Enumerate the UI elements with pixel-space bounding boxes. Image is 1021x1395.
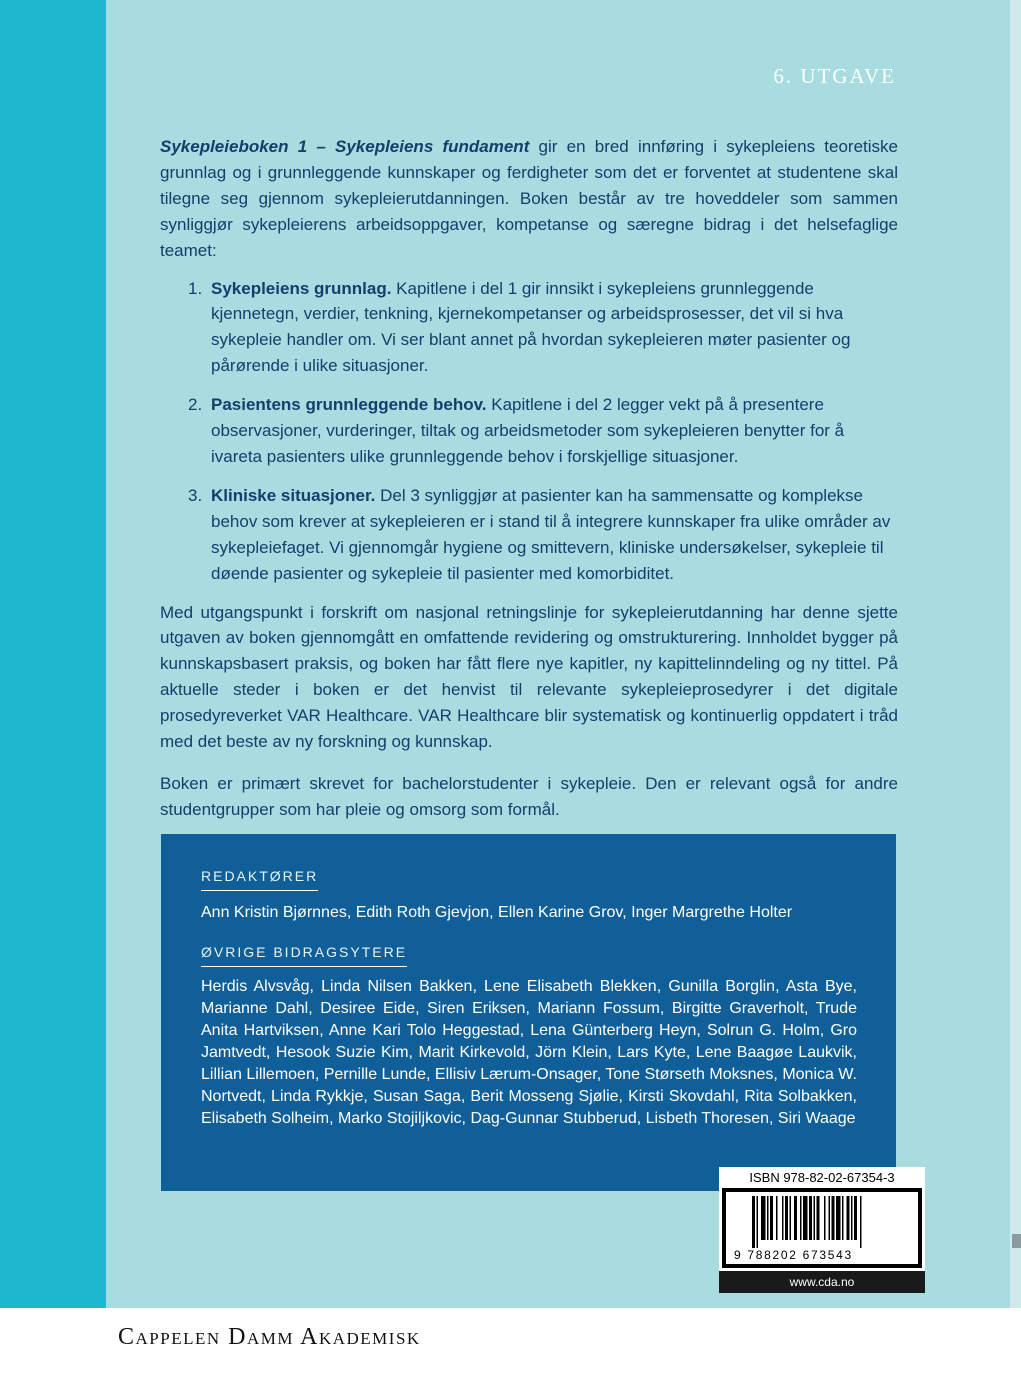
part-text: Kapitlene i del 2 legger vekt på å presentere observasjoner, vurderinger, tiltak og arbeidsmetoder som sykepleieren benytter for å ivareta pasienters ulike grunnleggende behov i forskjellige situasjoner. [211, 395, 845, 466]
barcode-bars [752, 1196, 900, 1248]
part-text: Kapitlene i del 1 gir innsikt i sykepleiens grunnleggende kjennetegn, verdier, tenkning, kjernekompetanser og arbeidsprosesser, det vil si hva sykepleie handler om. Vi ser blant annet på hvordan sykepleieren møter pasienter og pårørende i ulike situasjoner. [211, 278, 851, 376]
barcode-background [726, 1192, 918, 1264]
part-number: 2. [188, 395, 203, 415]
barcode-bar [854, 1196, 857, 1240]
publisher-url: www.cda.no [719, 1271, 925, 1293]
parts-list [160, 276, 898, 587]
part-title: Pasientens grunnleggende behov. [211, 395, 487, 415]
barcode-bar [790, 1196, 792, 1240]
barcode [722, 1188, 922, 1268]
barcode-bar [785, 1196, 788, 1240]
barcode-bar [800, 1196, 802, 1240]
list-item [160, 392, 898, 470]
part-number: 3. [188, 485, 203, 505]
barcode-bar [836, 1196, 841, 1240]
barcode-bar [847, 1196, 850, 1240]
list-item [160, 276, 898, 380]
barcode-bar [782, 1196, 784, 1240]
editors-heading: REDAKTØRER [201, 868, 318, 891]
edge-mark [1012, 1234, 1021, 1248]
part-number: 1. [188, 278, 203, 298]
audience-paragraph: Boken er primært skrevet for bachelorstudenter i sykepleie. Den er relevant også for andre studentgrupper som har pleie og omsorg som formål. [160, 773, 898, 819]
barcode-digits: 9 788202 673543 [734, 1248, 853, 1262]
barcode-bar [860, 1196, 862, 1248]
part-text: Del 3 synliggjør at pasienter kan ha sammensatte og komplekse behov som krever at sykepleieren er i stand til å integrere kunnskaper fra ulike områder av sykepleiefaget. Vi gjennomgår hygiene og smittevern, kliniske undersøkelser, sykepleie til døende pasienter og sykepleie til pasienter med komorbiditet. [211, 485, 891, 583]
edition-label: 6. UTGAVE [773, 64, 896, 88]
barcode-bar [752, 1196, 755, 1248]
barcode-bar [814, 1196, 816, 1240]
isbn-label: ISBN 978-82-02-67354-3 [749, 1170, 895, 1185]
barcode-bar [824, 1196, 826, 1240]
list-item [160, 483, 898, 587]
barcode-bar [757, 1196, 759, 1248]
book-title: Sykepleieboken 1 – Sykepleiens fundament [160, 137, 530, 156]
barcode-bar [761, 1196, 766, 1240]
barcode-bar [829, 1196, 831, 1240]
barcode-bar [776, 1196, 778, 1240]
part-title: Kliniske situasjoner. [211, 485, 376, 505]
editors-names: Ann Kristin Bjørnnes, Edith Roth Gjevjon, Ellen Karine Grov, Inger Margrethe Holter [201, 904, 793, 921]
barcode-bar [794, 1196, 797, 1240]
barcode-bar [767, 1196, 769, 1240]
contributors-names: Herdis Alvsvåg, Linda Nilsen Bakken, Lene Elisabeth Blekken, Gunilla Borglin, Asta Bye, Marianne Dahl, Desiree Eide, Siren Eriksen, Mariann Fossum, Birgitte Graverholt, Trude Anita Hartviksen, Anne Kari Tolo Heggestad, Lena Günterberg Heyn, Solrun G. Holm, Gro Jamtvedt, Hesook Suzie Kim, Marit Kirkevold, Jörn Klein, Lars Kyte, Lene Baagøe Laukvik, Lillian Lillemoen, Pernille Lunde, Ellisiv Lærum-Onsager, Tone Størseth Moksnes, Monica W. Nortvedt, Linda Rykkje, Susan Saga, Berit Mosseng Sjølie, Kirsti Skovdahl, Rita Solbakken, Elisabeth Solheim, Marko Stojiljkovic, Dag-Gunnar Stubberud, Lisbeth Thoresen, Siri Waage [201, 978, 857, 1127]
barcode-bar [817, 1196, 820, 1240]
barcode-bar [770, 1196, 773, 1240]
contributors-heading: ØVRIGE BIDRAGSYTERE [201, 944, 407, 967]
barcode-bar [809, 1196, 812, 1240]
isbn-block [719, 1167, 925, 1293]
barcode-bar [832, 1196, 835, 1240]
intro-paragraph [160, 134, 898, 264]
intro-text: gir en bred innføring i sykepleiens teoretiske grunnlag og i grunnleggende kunnskaper og ferdigheter som det er forventet at studentene skal tilegne seg gjennom sykepleierutdanningen. Boken består av tre hoveddeler som sammen synliggjør sykepleierens arbeidsoppgaver, kompetanse og særegne bidrag i det helsefaglige teamet: [160, 137, 898, 260]
cover-right-edge [1010, 0, 1021, 1308]
description-text [160, 134, 898, 823]
barcode-bar [803, 1196, 808, 1240]
cover-spine-strip [0, 0, 106, 1308]
publisher-logo-text: Cappelen Damm Akademisk [118, 1324, 421, 1350]
part-title: Sykepleiens grunnlag. [211, 278, 392, 298]
contributors-box [161, 834, 896, 1191]
barcode-bar [851, 1196, 853, 1240]
revision-paragraph: Med utgangspunkt i forskrift om nasjonal retningslinje for sykepleierutdanning har denne sjette utgaven av boken gjennomgått en omfattende revidering og omstrukturering. Innholdet bygger på kunnskapsbasert praksis, og boken har fått flere nye kapitler, ny kapittelinndeling og ny tittel. På aktuelle steder i boken er det henvist til relevante sykepleieprosedyrer i det digitale prosedyreverket VAR Healthcare. VAR Healthcare blir systematisk og kontinuerlig oppdatert i tråd med det beste av ny forskning og kunnskap. [160, 602, 898, 752]
barcode-bar [842, 1196, 844, 1240]
